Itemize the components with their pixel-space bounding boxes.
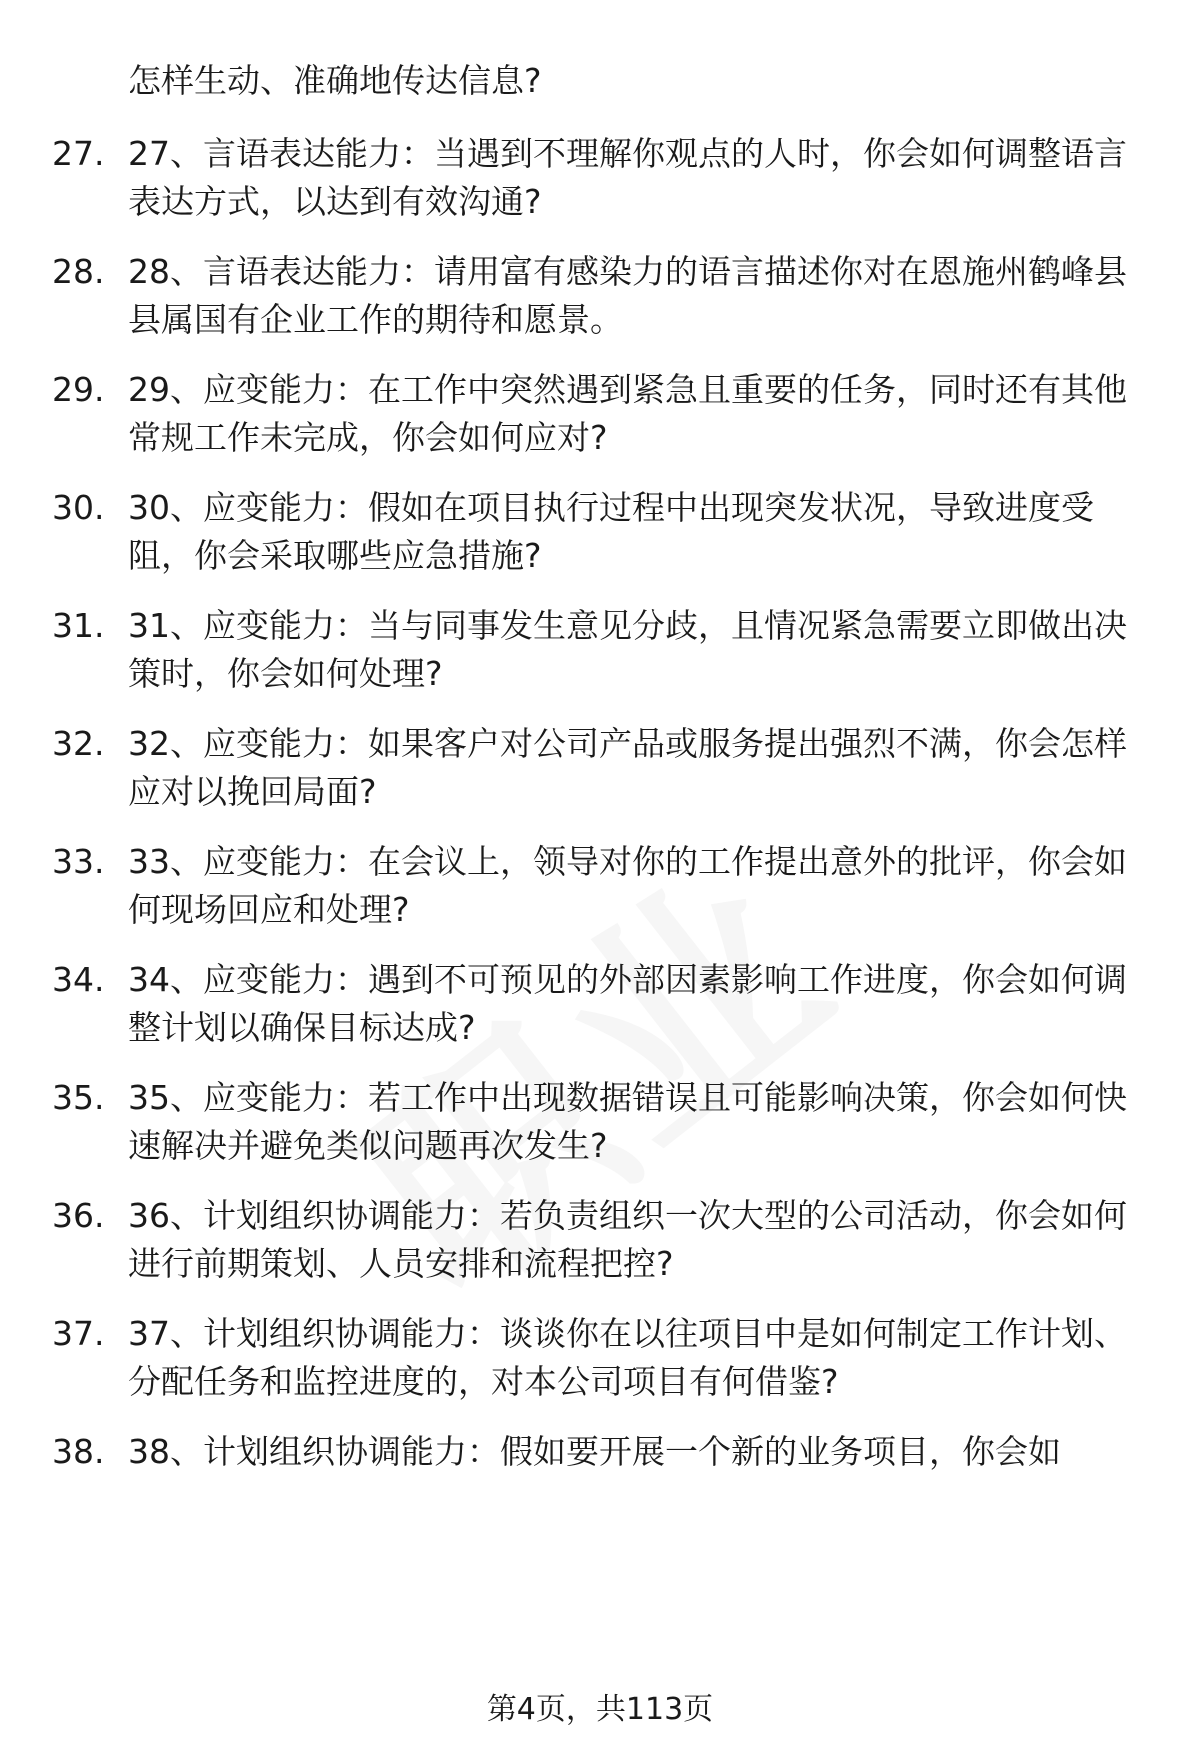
- continuation-text: 怎样生动、准确地传达信息?: [128, 61, 542, 100]
- item-number: 32.: [52, 724, 105, 763]
- item-number: 34.: [52, 960, 105, 999]
- item-text: 36、计划组织协调能力：若负责组织一次大型的公司活动，你会如何进行前期策划、人员安排和流程把控?: [128, 1196, 1127, 1283]
- item-number: 38.: [52, 1432, 105, 1471]
- item-text: 29、应变能力：在工作中突然遇到紧急且重要的任务，同时还有其他常规工作未完成，你会如何应对?: [128, 370, 1127, 457]
- item-text: 34、应变能力：遇到不可预见的外部因素影响工作进度，你会如何调整计划以确保目标达成?: [128, 960, 1127, 1047]
- item-number: 37.: [52, 1314, 105, 1353]
- item-number: 33.: [52, 842, 105, 881]
- item-number: 31.: [52, 606, 105, 645]
- item-number: 30.: [52, 488, 105, 527]
- item-text: 30、应变能力：假如在项目执行过程中出现突发状况，导致进度受阻，你会采取哪些应急措施?: [128, 488, 1094, 575]
- item-text: 32、应变能力：如果客户对公司产品或服务提出强烈不满，你会怎样应对以挽回局面?: [128, 724, 1127, 811]
- item-number: 27.: [52, 134, 105, 173]
- item-number: 35.: [52, 1078, 105, 1117]
- item-number: 28.: [52, 252, 105, 291]
- item-text: 28、言语表达能力：请用富有感染力的语言描述你对在恩施州鹤峰县县属国有企业工作的期待和愿景。: [128, 252, 1127, 339]
- item-text: 37、计划组织协调能力：谈谈你在以往项目中是如何制定工作计划、分配任务和监控进度的，对本公司项目有何借鉴?: [128, 1314, 1127, 1401]
- item-text: 35、应变能力：若工作中出现数据错误且可能影响决策，你会如何快速解决并避免类似问题再次发生?: [128, 1078, 1127, 1165]
- item-text: 33、应变能力：在会议上，领导对你的工作提出意外的批评，你会如何现场回应和处理?: [128, 842, 1127, 929]
- item-number: 29.: [52, 370, 105, 409]
- item-text: 31、应变能力：当与同事发生意见分歧，且情况紧急需要立即做出决策时，你会如何处理?: [128, 606, 1127, 693]
- item-number: 36.: [52, 1196, 105, 1235]
- item-text: 27、言语表达能力：当遇到不理解你观点的人时，你会如何调整语言表达方式，以达到有效沟通?: [128, 134, 1127, 221]
- page-number-footer: 第4页，共113页: [486, 1692, 714, 1727]
- item-text: 38、计划组织协调能力：假如要开展一个新的业务项目，你会如: [128, 1432, 1061, 1471]
